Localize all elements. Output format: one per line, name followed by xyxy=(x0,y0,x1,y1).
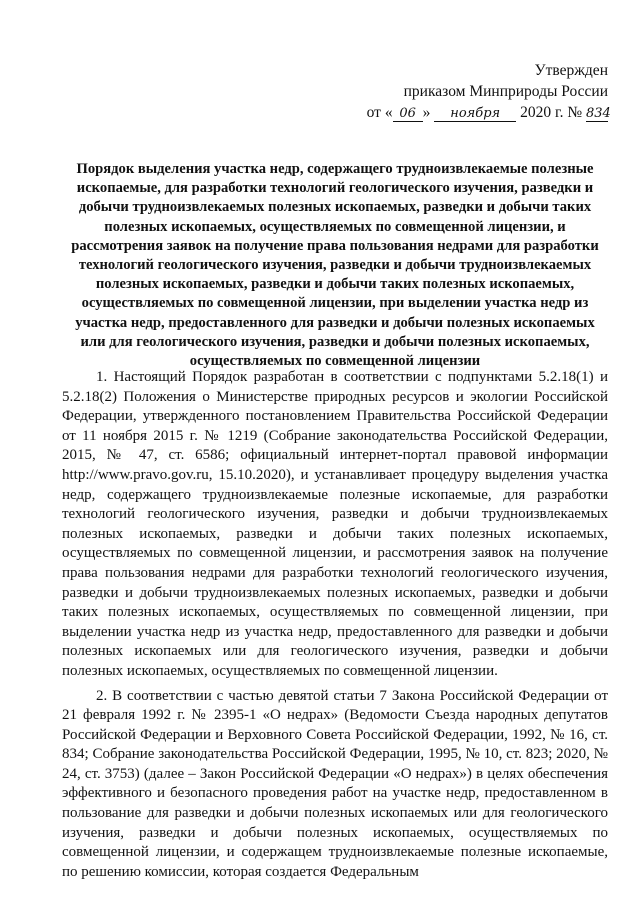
document-body xyxy=(62,368,608,887)
document-title: Порядок выделения участка недр, содержащего трудноизвлекаемые полезные ископаемые, для разработки технологий геологического изучения, разведки и добычи трудноизвлекаемых полезных ископаемых, разведки и добычи таких полезных ископаемых, осуществляемых по совмещенной лицензии, и рассмотрения заявок на получение права пользования недрами для разработки технологий геологического изучения, разведки и добычи трудноизвлекаемых полезных ископаемых, разведки и добычи таких полезных ископаемых, осуществляемых по совмещенной лицензии, при выделении участка недр из участка недр, предоставленного для разведки и добычи полезных ископаемых или для геологического изучения, разведки и добычи полезных ископаемых, осуществляемых по совмещенной лицензии xyxy=(71,161,599,370)
approval-stamp xyxy=(366,60,611,123)
handwritten-day: 06 xyxy=(393,106,423,122)
date-mid: » xyxy=(422,104,435,121)
handwritten-order-number: 834 xyxy=(586,106,611,121)
approval-line-order: приказом Минприроды России xyxy=(403,83,608,100)
paragraph-2: 2. В соответствии с частью девятой статьи 7 Закона Российской Федерации от 21 февраля 1992 г. № 2395-1 «О недрах» (Ведомости Съезда народных депутатов Российской Федерации и Верховного Совета Российской Федерации, 1992, № 16, ст. 834; Собрание законодательства Российской Федерации, 1995, № 10, ст. 823; 2020, № 24, ст. 3753) (далее – Закон Российской Федерации «О недрах») в целях обеспечения эффективного и безопасного проведения работ на участке недр, предоставленном в пользование для разведки и добычи полезных ископаемых или для геологического изучения, разведки и добычи полезных ископаемых, осуществляемых по совмещенной лицензии, и содержащем трудноизвлекаемые полезные ископаемые, по решению комиссии, которая создается Федеральным xyxy=(62,687,608,880)
approval-line-date xyxy=(366,102,611,123)
date-year: 2020 г. № xyxy=(520,104,583,121)
handwritten-month: ноября xyxy=(434,106,516,122)
paragraph-1: 1. Настоящий Порядок разработан в соответствии с подпунктами 5.2.18(1) и 5.2.18(2) Положения о Министерстве природных ресурсов и экологии Российской Федерации, утвержденного постановлением Правительства Российской Федерации от 11 ноября 2015 г. № 1219 (Собрание законодательства Российской Федерации, 2015, № 47, ст. 6586; официальный интернет-портал правовой информации http://www.pravo.gov.ru, 15.10.2020), и устанавливает процедуру выделения участка недр, содержащего трудноизвлекаемые полезные ископаемые, для разработки технологий геологического изучения, разведки и добычи трудноизвлекаемых полезных ископаемых, разведки и добычи таких полезных ископаемых, осуществляемых по совмещенной лицензии, и рассмотрения заявок на получение права пользования недрами для разработки технологий геологического изучения, разведки и добычи трудноизвлекаемых полезных ископаемых, разведки и добычи таких полезных ископаемых, осуществляемых по совмещенной лицензии, при выделении участка недр из участка недр, предоставленного для разведки и добычи полезных ископаемых или для геологического изучения, разведки и добычи полезных ископаемых, осуществляемых по совмещенной лицензии. xyxy=(62,369,608,679)
date-prefix: от « xyxy=(366,104,393,121)
approval-line-approved: Утвержден xyxy=(534,62,608,79)
